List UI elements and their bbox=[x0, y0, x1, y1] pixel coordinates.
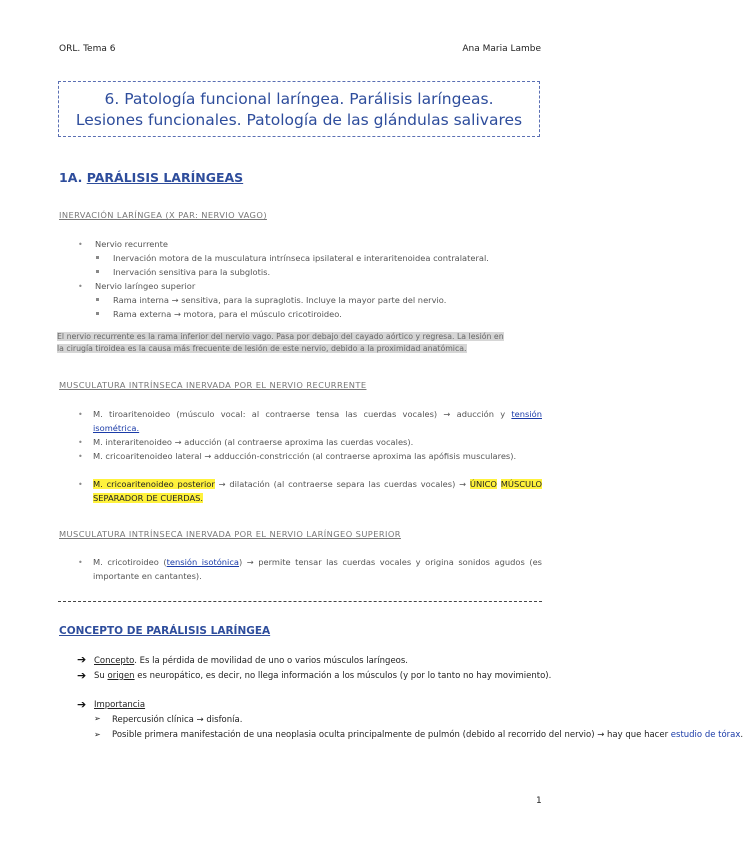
bullet-dot: • bbox=[78, 410, 83, 419]
importancia-item bbox=[94, 698, 145, 712]
cricotiroideo-post: ) → permite tensar las cuerdas vocales y origina sonidos agudos (es importante en cantantes). bbox=[93, 557, 542, 581]
section-prefix: 1A. bbox=[59, 170, 87, 185]
triangle-bullet-icon: ➢ bbox=[94, 714, 101, 723]
triangle-bullet-icon: ➢ bbox=[94, 730, 101, 739]
note-line-2: la cirugía tiroidea es la causa más frecuente de lesión de este nervio, debido a la proximidad anatómica. bbox=[57, 344, 467, 353]
origen-item bbox=[94, 669, 552, 683]
inervacion-heading: INERVACIÓN LARÍNGEA (X PAR: NERVIO VAGO) bbox=[59, 210, 267, 220]
manifestacion-end: . bbox=[740, 730, 743, 740]
bullet-dot: • bbox=[78, 480, 83, 489]
arrow-bullet-icon: ➔ bbox=[77, 669, 87, 682]
manifestacion-text: Posible primera manifestación de una neoplasia oculta principalmente de pulmón (debido al recorrido del nervio) → hay que hacer bbox=[112, 730, 671, 740]
rama-externa: Rama externa → motora, para el músculo cricotiroideo. bbox=[113, 309, 342, 319]
primera-manifestacion bbox=[112, 728, 743, 742]
arrow-bullet-icon: ➔ bbox=[77, 698, 87, 711]
bullet-dot: • bbox=[78, 558, 83, 567]
square-bullet bbox=[96, 270, 99, 273]
tension-isometrica-link[interactable]: tensión isométrica. bbox=[93, 409, 542, 433]
repercusion-clinica: Repercusión clínica → disfonía. bbox=[112, 715, 243, 725]
nervio-laringeo-superior: Nervio laríngeo superior bbox=[95, 281, 196, 291]
square-bullet bbox=[96, 256, 99, 259]
separador-highlight: MÚSCULO SEPARADOR DE CUERDAS. bbox=[93, 479, 542, 503]
origen-label: origen bbox=[107, 671, 135, 681]
concepto-title: CONCEPTO DE PARÁLISIS LARÍNGEA bbox=[59, 625, 271, 637]
header-right: Ana Maria Lambe bbox=[462, 44, 541, 54]
tension-isotonica-link[interactable]: tensión isotónica bbox=[166, 557, 239, 567]
section-title-text: PARÁLISIS LARÍNGEAS bbox=[86, 170, 244, 185]
arrow-bullet-icon: ➔ bbox=[77, 653, 87, 666]
recurrente-heading: MUSCULATURA INTRÍNSECA INERVADA POR EL NERVIO RECURRENTE bbox=[59, 380, 367, 390]
nervio-recurrente: Nervio recurrente bbox=[95, 239, 169, 249]
nervio-recurrente-note bbox=[57, 331, 543, 355]
musculo-tiroaritenoideo bbox=[93, 407, 542, 435]
musculo-interaritenoideo: M. interaritenoideo → aducción (al contraerse aproxima las cuerdas vocales). bbox=[93, 437, 414, 447]
origen-text: es neuropático, es decir, no llega información a los músculos (y por lo tanto no hay movimiento). bbox=[134, 671, 552, 681]
note-line-1: El nervio recurrente es la rama inferior del nervio vago. Pasa por debajo del cayado aórtico y regresa. La lesión en bbox=[57, 332, 504, 341]
tiroaritenoideo-text: M. tiroaritenoideo (músculo vocal: al contraerse tensa las cuerdas vocales) → aducción y bbox=[93, 409, 506, 419]
section-divider bbox=[58, 601, 542, 602]
concepto-label: Concepto bbox=[94, 656, 135, 666]
title-line-1: 6. Patología funcional laríngea. Parálisis laríngeas. bbox=[104, 90, 494, 108]
nervio-recurrente-sensitiva: Inervación sensitiva para la subglotis. bbox=[113, 267, 271, 277]
musculo-cricoaritenoideo-lateral: M. cricoaritenoideo lateral → adducción-constricción (al contraerse aproxima las apófisis musculares). bbox=[93, 451, 517, 461]
rama-interna: Rama interna → sensitiva, para la supraglotis. Incluye la mayor parte del nervio. bbox=[113, 295, 447, 305]
bullet-dot: • bbox=[78, 438, 83, 447]
superior-heading: MUSCULATURA INTRÍNSECA INERVADA POR EL NERVIO LARÍNGEO SUPERIOR bbox=[59, 529, 401, 539]
bullet-dot: • bbox=[78, 452, 83, 461]
square-bullet bbox=[96, 312, 99, 315]
page-number: 1 bbox=[536, 796, 542, 806]
origen-pre: Su bbox=[94, 671, 108, 681]
section-title bbox=[59, 170, 243, 185]
importancia-label: Importancia bbox=[94, 700, 146, 710]
unico-highlight: ÚNICO bbox=[469, 479, 497, 489]
bullet-dot: • bbox=[78, 240, 83, 249]
musculo-cricotiroideo bbox=[93, 555, 542, 583]
concepto-item bbox=[94, 654, 408, 668]
musculo-cricoaritenoideo-posterior bbox=[93, 477, 542, 505]
header-left: ORL. Tema 6 bbox=[59, 44, 116, 54]
cricoaritenoideo-posterior-text: → dilatación (al contraerse separa las cuerdas vocales) → bbox=[214, 479, 470, 489]
cricotiroideo-pre: M. cricotiroideo ( bbox=[93, 557, 167, 567]
bullet-dot: • bbox=[78, 282, 83, 291]
concepto-text: . Es la pérdida de movilidad de uno o varios músculos laríngeos. bbox=[134, 656, 409, 666]
title-line-2: Lesiones funcionales. Patología de las glándulas salivares bbox=[75, 111, 523, 129]
cricoaritenoideo-posterior-highlight: M. cricoaritenoideo posterior bbox=[93, 479, 215, 489]
estudio-torax: estudio de tórax bbox=[670, 730, 741, 740]
nervio-recurrente-motora: Inervación motora de la musculatura intrínseca ipsilateral e interaritenoidea contralateral. bbox=[113, 253, 489, 263]
square-bullet bbox=[96, 298, 99, 301]
title-box bbox=[58, 81, 540, 137]
